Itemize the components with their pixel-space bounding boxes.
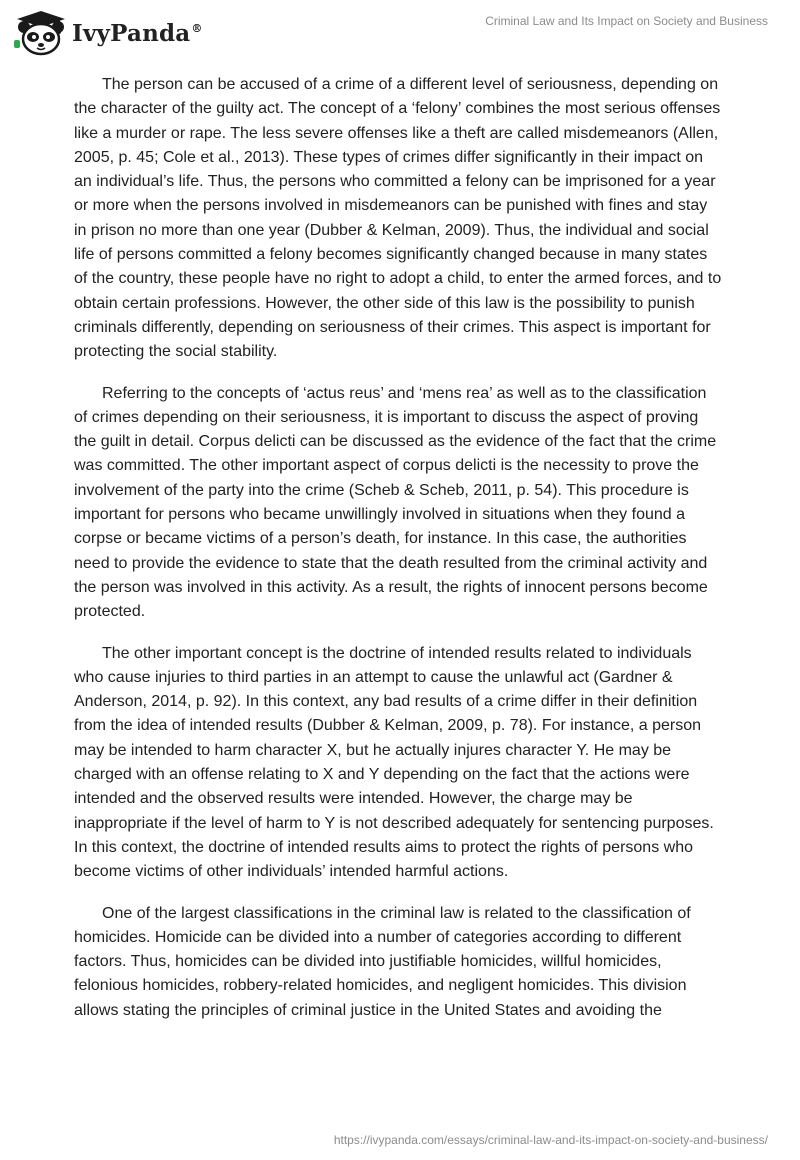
brand-name: IvyPanda® bbox=[72, 19, 203, 47]
brand-logo[interactable] bbox=[14, 10, 203, 56]
page-header bbox=[0, 0, 800, 60]
panda-logo-icon bbox=[14, 10, 68, 56]
paragraph: The other important concept is the doctrine of intended results related to individuals who cause injuries to third parties in an attempt to cause the unlawful act (Gardner & Anderson, 2014, p. 92). In this context, any bad results of a crime differ in their definition from the idea of intended results (Dubber & Kelman, 2009, p. 78). For instance, a person may be intended to harm character X, but he actually injures character Y. He may be charged with an offense relating to X and Y depending on the fact that the actions were intended and the observed results were intended. However, the charge may be inappropriate if the level of harm to Y is not described adequately for sentencing purposes. In this context, the doctrine of intended results aims to protect the rights of persons who become victims of other individuals’ intended harmful actions. bbox=[74, 644, 714, 881]
source-url-link[interactable]: https://ivypanda.com/essays/criminal-law-and-its-impact-on-society-and-business/ bbox=[333, 1133, 768, 1147]
essay-body bbox=[74, 73, 724, 1040]
paragraph: The person can be accused of a crime of a different level of seriousness, depending on the character of the guilty act. The concept of a ‘felony’ combines the most serious offenses like a murder or rape. The less severe offenses like a theft are called misdemeanors (Allen, 2005, p. 45; Cole et al., 2013). These types of crimes differ significantly in their impact on an individual’s life. Thus, the persons who committed a felony can be imprisoned for a year or more when the persons involved in misdemeanors can be punished with fines and stay in prison no more than one year (Dubber & Kelman, 2009). Thus, the individual and social life of persons committed a felony becomes significantly changed because in many states of the country, these people have no right to adopt a child, to enter the armed forces, and to obtain certain professions. However, the other side of this law is the possibility to punish criminals differently, depending on seriousness of their crimes. This aspect is important for protecting the social stability. bbox=[74, 76, 722, 361]
paragraph: Referring to the concepts of ‘actus reus’ and ‘mens rea’ as well as to the classification of crimes depending on their seriousness, it is important to discuss the aspect of proving the guilt in detail. Corpus delicti can be discussed as the evidence of the fact that the crime was committed. The other important aspect of corpus delicti is the necessity to prove the involvement of the party into the crime (Scheb & Scheb, 2011, p. 54). This procedure is important for persons who became unwillingly involved in situations when they found a corpse or became victims of a person’s death, for instance. In this case, the authorities need to provide the evidence to state that the death resulted from the criminal activity and the person was involved in this activity. As a result, the rights of innocent persons become protected. bbox=[74, 384, 717, 621]
paragraph: One of the largest classifications in the criminal law is related to the classification of homicides. Homicide can be divided into a number of categories according to different factors. Thus, homicides can be divided into justifiable homicides, willful homicides, felonious homicides, robbery-related homicides, and negligent homicides. This division allows stating the principles of criminal justice in the United States and avoiding the bbox=[74, 904, 691, 1019]
document-title: Criminal Law and Its Impact on Society and Business bbox=[485, 14, 768, 28]
